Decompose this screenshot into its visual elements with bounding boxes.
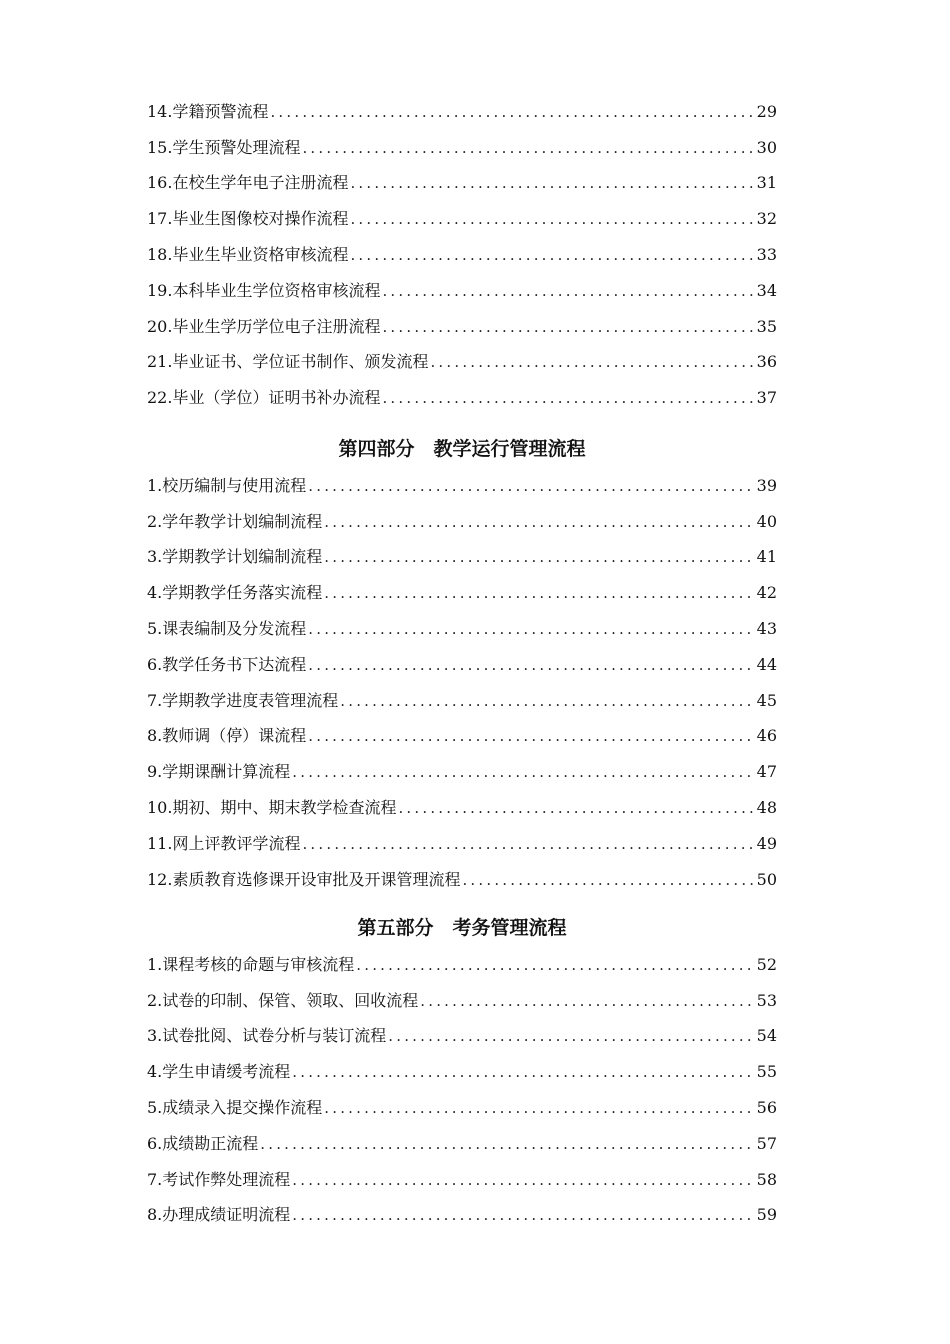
toc-leader-dots	[430, 352, 753, 372]
toc-entry-page: 36	[756, 352, 777, 372]
toc-entry-title: 7.考试作弊处理流程	[147, 1169, 291, 1189]
toc-entry-page: 44	[756, 654, 777, 674]
toc-entry-page: 41	[756, 547, 777, 567]
toc-entry[interactable]	[147, 683, 777, 719]
toc-entry-page: 58	[756, 1169, 777, 1189]
toc-leader-dots	[350, 245, 753, 265]
toc-leader-dots	[324, 1098, 753, 1118]
toc-entry-title: 1.课程考核的命题与审核流程	[147, 954, 355, 974]
toc-entry[interactable]	[147, 719, 777, 755]
toc-entry-page: 39	[756, 475, 777, 495]
toc-entry[interactable]	[147, 309, 777, 345]
toc-entry-title: 3.试卷批阅、试卷分析与装订流程	[147, 1026, 387, 1046]
toc-leader-dots	[324, 583, 753, 603]
toc-leader-dots	[260, 1134, 753, 1154]
toc-entry-page: 52	[756, 954, 777, 974]
section-heading-part4: 第四部分 教学运行管理流程	[338, 438, 586, 460]
toc-list-part4	[147, 468, 777, 898]
toc-entry-page: 42	[756, 583, 777, 603]
toc-entry[interactable]	[147, 1019, 777, 1055]
toc-leader-dots	[398, 798, 753, 818]
toc-entry-title: 15.学生预警处理流程	[147, 137, 301, 157]
toc-entry-page: 35	[756, 316, 777, 336]
toc-leader-dots	[292, 762, 753, 782]
toc-entry[interactable]	[147, 1090, 777, 1126]
toc-leader-dots	[270, 102, 753, 122]
toc-entry[interactable]	[147, 345, 777, 381]
toc-entry-title: 21.毕业证书、学位证书制作、颁发流程	[147, 352, 429, 372]
toc-leader-dots	[382, 281, 753, 301]
toc-entry[interactable]	[147, 94, 777, 130]
toc-leader-dots	[388, 1026, 753, 1046]
toc-leader-dots	[420, 991, 753, 1011]
toc-entry[interactable]	[147, 1054, 777, 1090]
toc-entry[interactable]	[147, 166, 777, 202]
toc-entry-page: 49	[756, 833, 777, 853]
toc-entry[interactable]	[147, 273, 777, 309]
toc-entry-title: 9.学期课酬计算流程	[147, 762, 291, 782]
toc-entry[interactable]	[147, 983, 777, 1019]
toc-entry-page: 31	[756, 173, 777, 193]
toc-leader-dots	[324, 547, 753, 567]
toc-list-part5	[147, 947, 777, 1233]
toc-entry-title: 18.毕业生毕业资格审核流程	[147, 245, 349, 265]
toc-leader-dots	[382, 388, 753, 408]
toc-list-continued	[147, 94, 777, 416]
toc-entry-page: 55	[756, 1062, 777, 1082]
toc-entry-page: 40	[756, 511, 777, 531]
toc-entry-page: 47	[756, 762, 777, 782]
toc-entry-title: 8.办理成绩证明流程	[147, 1205, 291, 1225]
toc-leader-dots	[292, 1170, 753, 1190]
toc-entry-page: 46	[756, 726, 777, 746]
toc-entry-title: 3.学期教学计划编制流程	[147, 547, 323, 567]
toc-leader-dots	[350, 209, 753, 229]
toc-leader-dots	[350, 173, 753, 193]
toc-entry-page: 30	[756, 137, 777, 157]
toc-entry-page: 59	[756, 1205, 777, 1225]
toc-entry-page: 45	[756, 690, 777, 710]
toc-leader-dots	[302, 138, 753, 158]
toc-entry-title: 6.教学任务书下达流程	[147, 654, 307, 674]
toc-entry[interactable]	[147, 647, 777, 683]
toc-entry-title: 2.学年教学计划编制流程	[147, 511, 323, 531]
toc-entry-page: 57	[756, 1133, 777, 1153]
toc-entry[interactable]	[147, 611, 777, 647]
toc-entry-title: 22.毕业（学位）证明书补办流程	[147, 388, 381, 408]
toc-entry[interactable]	[147, 237, 777, 273]
toc-entry-title: 17.毕业生图像校对操作流程	[147, 209, 349, 229]
toc-entry-page: 34	[756, 280, 777, 300]
toc-entry-page: 43	[756, 619, 777, 639]
toc-leader-dots	[324, 512, 753, 532]
toc-leader-dots	[356, 955, 753, 975]
toc-entry-title: 19.本科毕业生学位资格审核流程	[147, 280, 381, 300]
toc-leader-dots	[382, 317, 753, 337]
toc-entry-page: 32	[756, 209, 777, 229]
toc-entry[interactable]	[147, 947, 777, 983]
toc-entry[interactable]	[147, 790, 777, 826]
toc-entry-title: 4.学期教学任务落实流程	[147, 583, 323, 603]
toc-entry-page: 53	[756, 990, 777, 1010]
toc-entry-title: 10.期初、期中、期末教学检查流程	[147, 798, 397, 818]
toc-entry[interactable]	[147, 1126, 777, 1162]
toc-entry-title: 8.教师调（停）课流程	[147, 726, 307, 746]
toc-leader-dots	[308, 619, 753, 639]
toc-entry-page: 50	[756, 869, 777, 889]
toc-leader-dots	[292, 1062, 753, 1082]
toc-entry[interactable]	[147, 826, 777, 862]
toc-leader-dots	[292, 1205, 753, 1225]
toc-entry[interactable]	[147, 380, 777, 416]
toc-entry-title: 5.课表编制及分发流程	[147, 619, 307, 639]
toc-entry-title: 2.试卷的印制、保管、领取、回收流程	[147, 990, 419, 1010]
toc-entry-page: 54	[756, 1026, 777, 1046]
toc-leader-dots	[462, 870, 753, 890]
toc-entry-title: 16.在校生学年电子注册流程	[147, 173, 349, 193]
toc-leader-dots	[308, 726, 753, 746]
toc-entry-page: 37	[756, 388, 777, 408]
toc-entry-page: 48	[756, 798, 777, 818]
toc-entry-title: 12.素质教育选修课开设审批及开课管理流程	[147, 869, 461, 889]
toc-entry-title: 11.网上评教评学流程	[147, 833, 301, 853]
toc-entry[interactable]	[147, 1198, 777, 1234]
toc-leader-dots	[308, 655, 753, 675]
toc-entry-page: 29	[756, 101, 777, 121]
toc-leader-dots	[340, 691, 753, 711]
toc-entry[interactable]	[147, 754, 777, 790]
toc-entry-title: 4.学生申请缓考流程	[147, 1062, 291, 1082]
section-heading-part5: 第五部分 考务管理流程	[357, 917, 567, 939]
toc-entry-title: 7.学期教学进度表管理流程	[147, 690, 339, 710]
toc-entry-page: 33	[756, 245, 777, 265]
toc-entry[interactable]	[147, 862, 777, 898]
toc-entry-title: 5.成绩录入提交操作流程	[147, 1098, 323, 1118]
toc-entry[interactable]	[147, 540, 777, 576]
toc-entry[interactable]	[147, 201, 777, 237]
toc-leader-dots	[308, 476, 753, 496]
toc-leader-dots	[302, 834, 753, 854]
toc-entry[interactable]	[147, 1162, 777, 1198]
toc-entry-title: 1.校历编制与使用流程	[147, 475, 307, 495]
toc-entry-page: 56	[756, 1098, 777, 1118]
toc-entry-title: 6.成绩勘正流程	[147, 1133, 259, 1153]
toc-entry-title: 20.毕业生学历学位电子注册流程	[147, 316, 381, 336]
toc-entry[interactable]	[147, 504, 777, 540]
toc-entry[interactable]	[147, 130, 777, 166]
toc-entry[interactable]	[147, 468, 777, 504]
toc-entry-title: 14.学籍预警流程	[147, 101, 269, 121]
toc-entry[interactable]	[147, 575, 777, 611]
